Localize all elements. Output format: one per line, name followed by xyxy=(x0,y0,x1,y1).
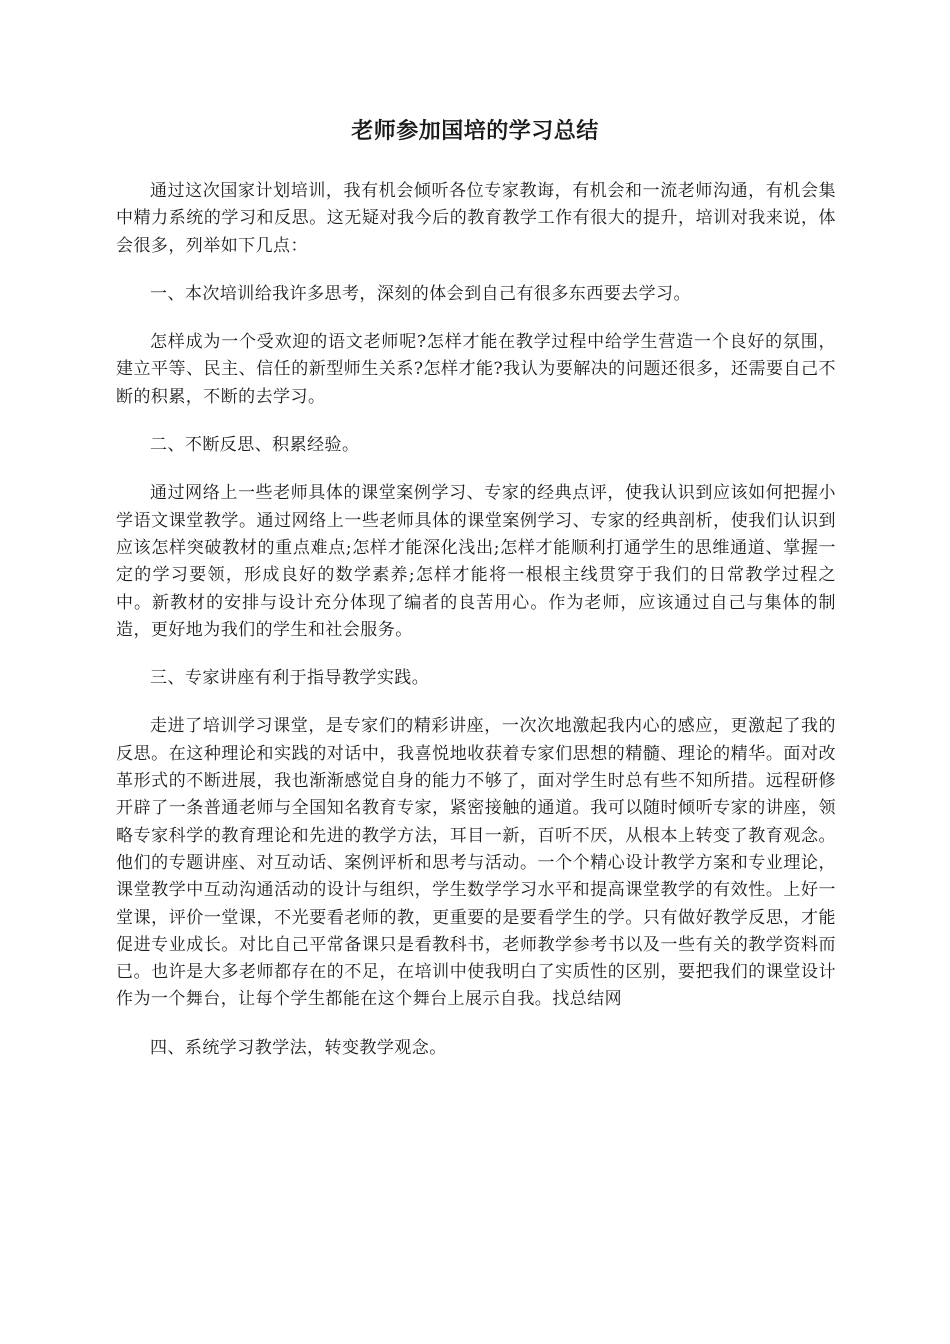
section-heading-3: 三、专家讲座有利于指导教学实践。 xyxy=(150,668,430,689)
paragraph-2: 通过网络上一些老师具体的课堂案例学习、专家的经典点评，使我认识到应该如何把握小学语文课堂教学。通过网络上一些老师具体的课堂案例学习、专家的经典剖析，使我们认识到应该怎样突破教材的重点难点;怎样才能深化浅出;怎样才能顺利打通学生的思维通道、掌握一定的学习要领，形成良好的数学素养;怎样才能将一根根主线贯穿于我们的日常教学过程之中。新教材的安排与设计充分体现了编者的良苦用心。作为老师，应该通过自己与集体的制造，更好地为我们的学生和社会服务。 xyxy=(116,483,836,640)
section-heading-1: 一、本次培训给我许多思考，深刻的体会到自己有很多东西要去学习。 xyxy=(150,283,691,304)
paragraph-1: 怎样成为一个受欢迎的语文老师呢?怎样才能在教学过程中给学生营造一个良好的氛围，建立平等、民主、信任的新型师生关系?怎样才能?我认为要解决的问题还很多，还需要自己不断的积累，不断的去学习。 xyxy=(116,332,836,407)
paragraph-intro: 通过这次国家计划培训，我有机会倾听各位专家教诲，有机会和一流老师沟通，有机会集中精力系统的学习和反思。这无疑对我今后的教育教学工作有很大的提升，培训对我来说，体会很多，列举如下几点： xyxy=(116,181,836,256)
paragraph-3: 走进了培训学习课堂，是专家们的精彩讲座，一次次地激起我内心的感应，更激起了我的反思。在这种理论和实践的对话中，我喜悦地收获着专家们思想的精髓、理论的精华。面对改革形式的不断进展，我也渐渐感觉自身的能力不够了，面对学生时总有些不知所措。远程研修开辟了一条普通老师与全国知名教育专家，紧密接触的通道。我可以随时倾听专家的讲座，领略专家科学的教育理论和先进的教学方法，耳目一新，百听不厌，从根本上转变了教育观念。他们的专题讲座、对互动话、案例评析和思考与活动。一个个精心设计教学方案和专业理论，课堂教学中互动沟通活动的设计与组织，学生数学学习水平和提高课堂教学的有效性。上好一堂课，评价一堂课，不光要看老师的教，更重要的是要看学生的学。只有做好教学反思，才能促进专业成长。对比自己平常备课只是看教科书，老师教学参考书以及一些有关的教学资料而已。也许是大多老师都存在的不足，在培训中使我明白了实质性的区别，要把我们的课堂设计作为一个舞台，让每个学生都能在这个舞台上展示自我。找总结网 xyxy=(116,716,836,1010)
document-title: 老师参加国培的学习总结 xyxy=(351,119,599,144)
section-heading-2: 二、不断反思、积累经验。 xyxy=(150,435,360,456)
document-body xyxy=(116,178,836,1083)
section-heading-4: 四、系统学习教学法，转变教学观念。 xyxy=(150,1037,447,1058)
